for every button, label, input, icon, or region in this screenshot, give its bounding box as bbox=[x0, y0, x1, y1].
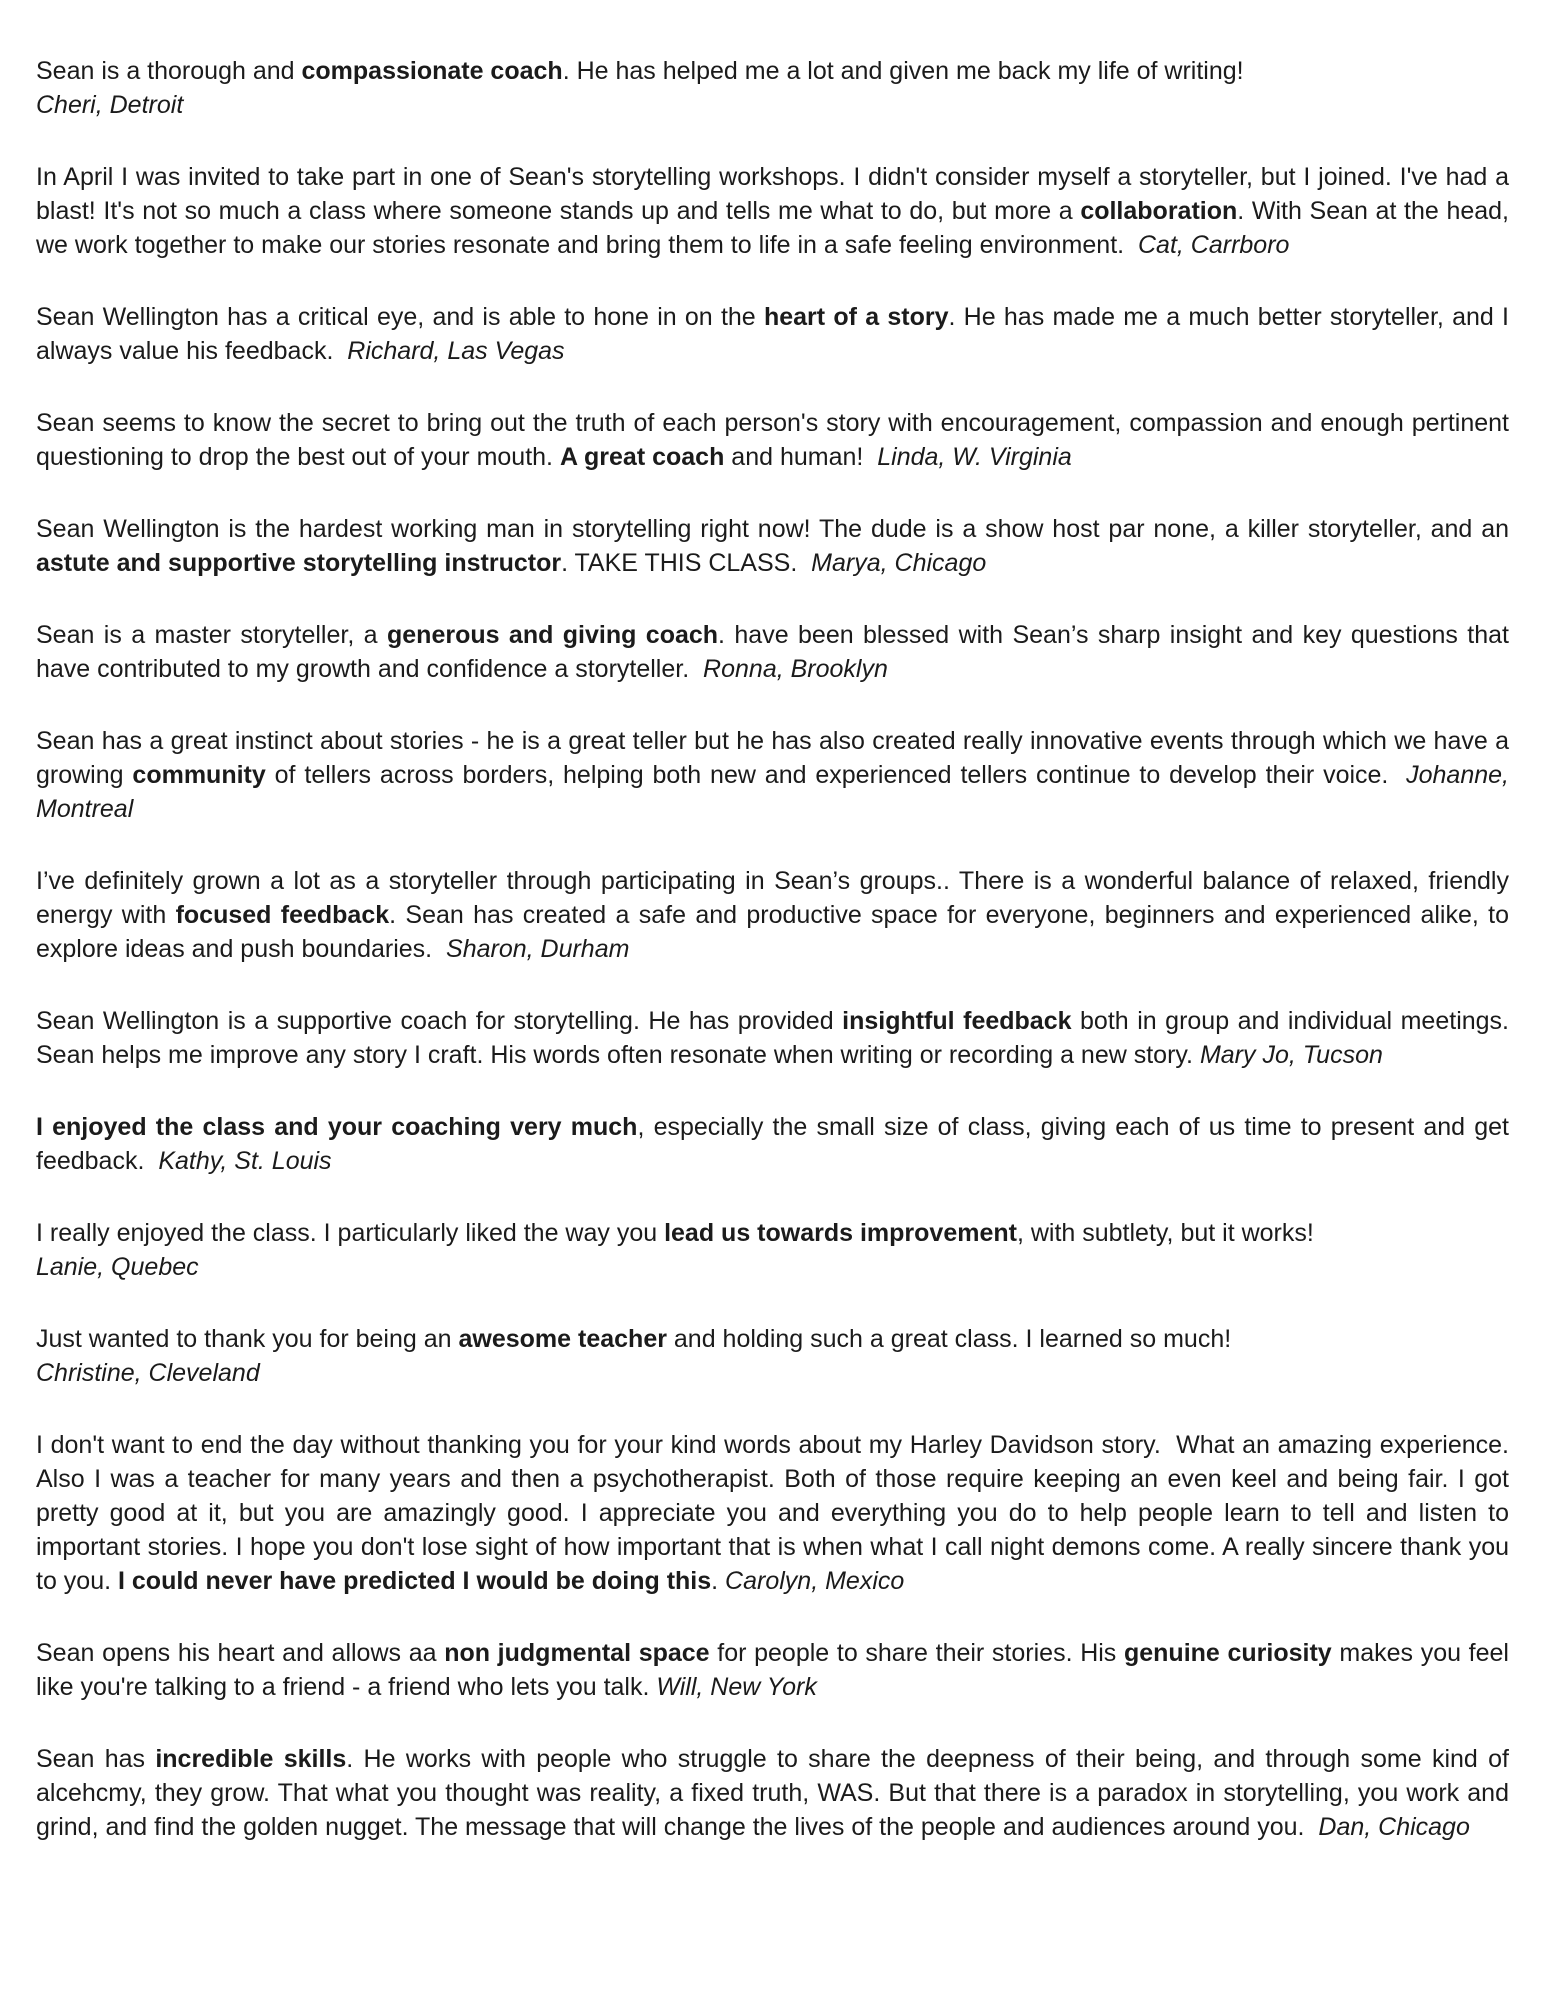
testimonial-text: Sean is a thorough and bbox=[36, 57, 302, 85]
testimonial-text: both in group and individual meetings. Sean helps me improve any story I craft. His words often resonate when writing or recording a new story. bbox=[36, 1007, 1509, 1069]
attribution: Will, New York bbox=[656, 1673, 817, 1701]
testimonial bbox=[36, 1322, 1509, 1390]
testimonial-highlight: I enjoyed the class and your coaching very much bbox=[36, 1113, 638, 1141]
attribution: Mary Jo, Tucson bbox=[1199, 1041, 1383, 1069]
testimonial bbox=[36, 160, 1509, 262]
attribution: Richard, Las Vegas bbox=[347, 337, 565, 365]
testimonial-text: Sean opens his heart and allows aa bbox=[36, 1639, 445, 1667]
testimonial-highlight: awesome teacher bbox=[458, 1325, 667, 1353]
testimonial-text: . Sean has created a safe and productive space for everyone, beginners and experienced alike, to explore ideas and push boundaries. bbox=[36, 901, 1509, 963]
testimonial-highlight: heart of a story bbox=[763, 303, 949, 331]
attribution: Linda, W. Virginia bbox=[877, 443, 1072, 471]
attribution: Dan, Chicago bbox=[1318, 1813, 1470, 1841]
testimonial bbox=[36, 1216, 1509, 1284]
testimonial-text: . He has helped me a lot and given me back my life of writing! bbox=[562, 57, 1244, 85]
testimonial-text: for people to share their stories. His bbox=[709, 1639, 1124, 1667]
testimonial-text: . He works with people who struggle to share the deepness of their being, and through some kind of alcehcmy, they grow. That what you thought was reality, a fixed truth, WAS. But that there is a paradox in storytelling, you work and grind, and find the golden nugget. The message that will change the lives of the people and audiences around you. bbox=[36, 1745, 1509, 1841]
attribution: Marya, Chicago bbox=[811, 549, 987, 577]
testimonial-text: . He has made me a much better storyteller, and I always value his feedback. bbox=[36, 303, 1509, 365]
testimonial bbox=[36, 1742, 1509, 1844]
testimonial-text: Sean is a master storyteller, a bbox=[36, 621, 387, 649]
testimonial-text: . With Sean at the head, we work together to make our stories resonate and bring them to life in a safe feeling environment. bbox=[36, 197, 1510, 259]
attribution: Cheri, Detroit bbox=[36, 91, 184, 119]
testimonial-highlight: insightful feedback bbox=[842, 1007, 1072, 1035]
attribution: Cat, Carrboro bbox=[1137, 231, 1290, 259]
testimonial-highlight: lead us towards improvement bbox=[664, 1219, 1017, 1247]
testimonial-highlight: incredible skills bbox=[155, 1745, 347, 1773]
testimonial-highlight: astute and supportive storytelling instructor bbox=[36, 549, 562, 577]
testimonial bbox=[36, 1110, 1509, 1178]
testimonial bbox=[36, 300, 1509, 368]
testimonial-text: , with subtlety, but it works! bbox=[1016, 1219, 1314, 1247]
attribution: Carolyn, Mexico bbox=[725, 1567, 905, 1595]
testimonial bbox=[36, 512, 1509, 580]
attribution: Lanie, Quebec bbox=[36, 1253, 199, 1281]
testimonial-text: Sean Wellington is a supportive coach for storytelling. He has provided bbox=[36, 1007, 843, 1035]
testimonial-text: Sean Wellington is the hardest working man in storytelling right now! The dude is a show host par none, a killer storyteller, and an bbox=[36, 515, 1509, 543]
attribution: Christine, Cleveland bbox=[36, 1359, 260, 1387]
testimonial-text: . TAKE THIS CLASS. bbox=[561, 549, 812, 577]
testimonials-list bbox=[36, 54, 1509, 1844]
testimonial-highlight: A great coach bbox=[559, 443, 725, 471]
testimonial-highlight: genuine curiosity bbox=[1123, 1639, 1332, 1667]
testimonial bbox=[36, 54, 1509, 122]
testimonial-text: Sean Wellington has a critical eye, and is able to hone in on the bbox=[36, 303, 764, 331]
testimonial bbox=[36, 406, 1509, 474]
testimonial-text: makes you feel like you're talking to a friend - a friend who lets you talk. bbox=[36, 1639, 1509, 1701]
testimonial-highlight: compassionate coach bbox=[301, 57, 563, 85]
testimonial-highlight: non judgmental space bbox=[444, 1639, 710, 1667]
testimonial-highlight: community bbox=[132, 761, 266, 789]
testimonial-highlight: generous and giving coach bbox=[387, 621, 719, 649]
testimonial-text: I really enjoyed the class. I particularly liked the way you bbox=[36, 1219, 665, 1247]
testimonial bbox=[36, 864, 1509, 966]
attribution: Johanne, Montreal bbox=[36, 761, 1509, 823]
testimonial-text: , especially the small size of class, giving each of us time to present and get feedback. bbox=[36, 1113, 1509, 1175]
testimonial-text: . bbox=[711, 1567, 726, 1595]
testimonial-text: Just wanted to thank you for being an bbox=[36, 1325, 459, 1353]
testimonial-text: I’ve definitely grown a lot as a storyteller through participating in Sean’s groups.. There is a wonderful balance of relaxed, friendly energy with bbox=[36, 867, 1509, 929]
testimonial-text: Sean has a great instinct about stories - he is a great teller but he has also created really innovative events through which we have a growing bbox=[36, 727, 1509, 789]
attribution: Ronna, Brooklyn bbox=[703, 655, 888, 683]
testimonial-highlight: focused feedback bbox=[175, 901, 390, 929]
attribution: Kathy, St. Louis bbox=[158, 1147, 332, 1175]
testimonial-text: I don't want to end the day without thanking you for your kind words about my Harley Davidson story. What an amazing experience. Also I was a teacher for many years and then a psychotherapist. Both of those require keeping an even keel and being fair. I got pretty good at it, but you are amazingly good. I appreciate you and everything you do to help people learn to tell and listen to important stories. I hope you don't lose sight of how important that is when what I call night demons come. A really sincere thank you to you. bbox=[36, 1431, 1509, 1595]
testimonial-text: and holding such a great class. I learned so much! bbox=[666, 1325, 1232, 1353]
testimonial bbox=[36, 618, 1509, 686]
testimonial-text: In April I was invited to take part in one of Sean's storytelling workshops. I didn't consider myself a storyteller, but I joined. I've had a blast! It's not so much a class where someone stands up and tells me what to do, but more a bbox=[36, 163, 1509, 225]
attribution: Sharon, Durham bbox=[446, 935, 630, 963]
testimonial-highlight: collaboration bbox=[1080, 197, 1238, 225]
testimonial bbox=[36, 1004, 1509, 1072]
testimonial-text: . have been blessed with Sean’s sharp insight and key questions that have contributed to my growth and confidence a storyteller. bbox=[36, 621, 1509, 683]
testimonial bbox=[36, 1428, 1509, 1598]
testimonial bbox=[36, 1636, 1509, 1704]
testimonial-text: and human! bbox=[724, 443, 878, 471]
testimonial-text: Sean seems to know the secret to bring out the truth of each person's story with encouragement, compassion and enough pertinent questioning to drop the best out of your mouth. bbox=[36, 409, 1509, 471]
testimonial-text: of tellers across borders, helping both new and experienced tellers continue to develop their voice. bbox=[265, 761, 1407, 789]
testimonial-text: Sean has bbox=[36, 1745, 156, 1773]
testimonial bbox=[36, 724, 1509, 826]
testimonial-highlight: I could never have predicted I would be doing this bbox=[118, 1567, 712, 1595]
